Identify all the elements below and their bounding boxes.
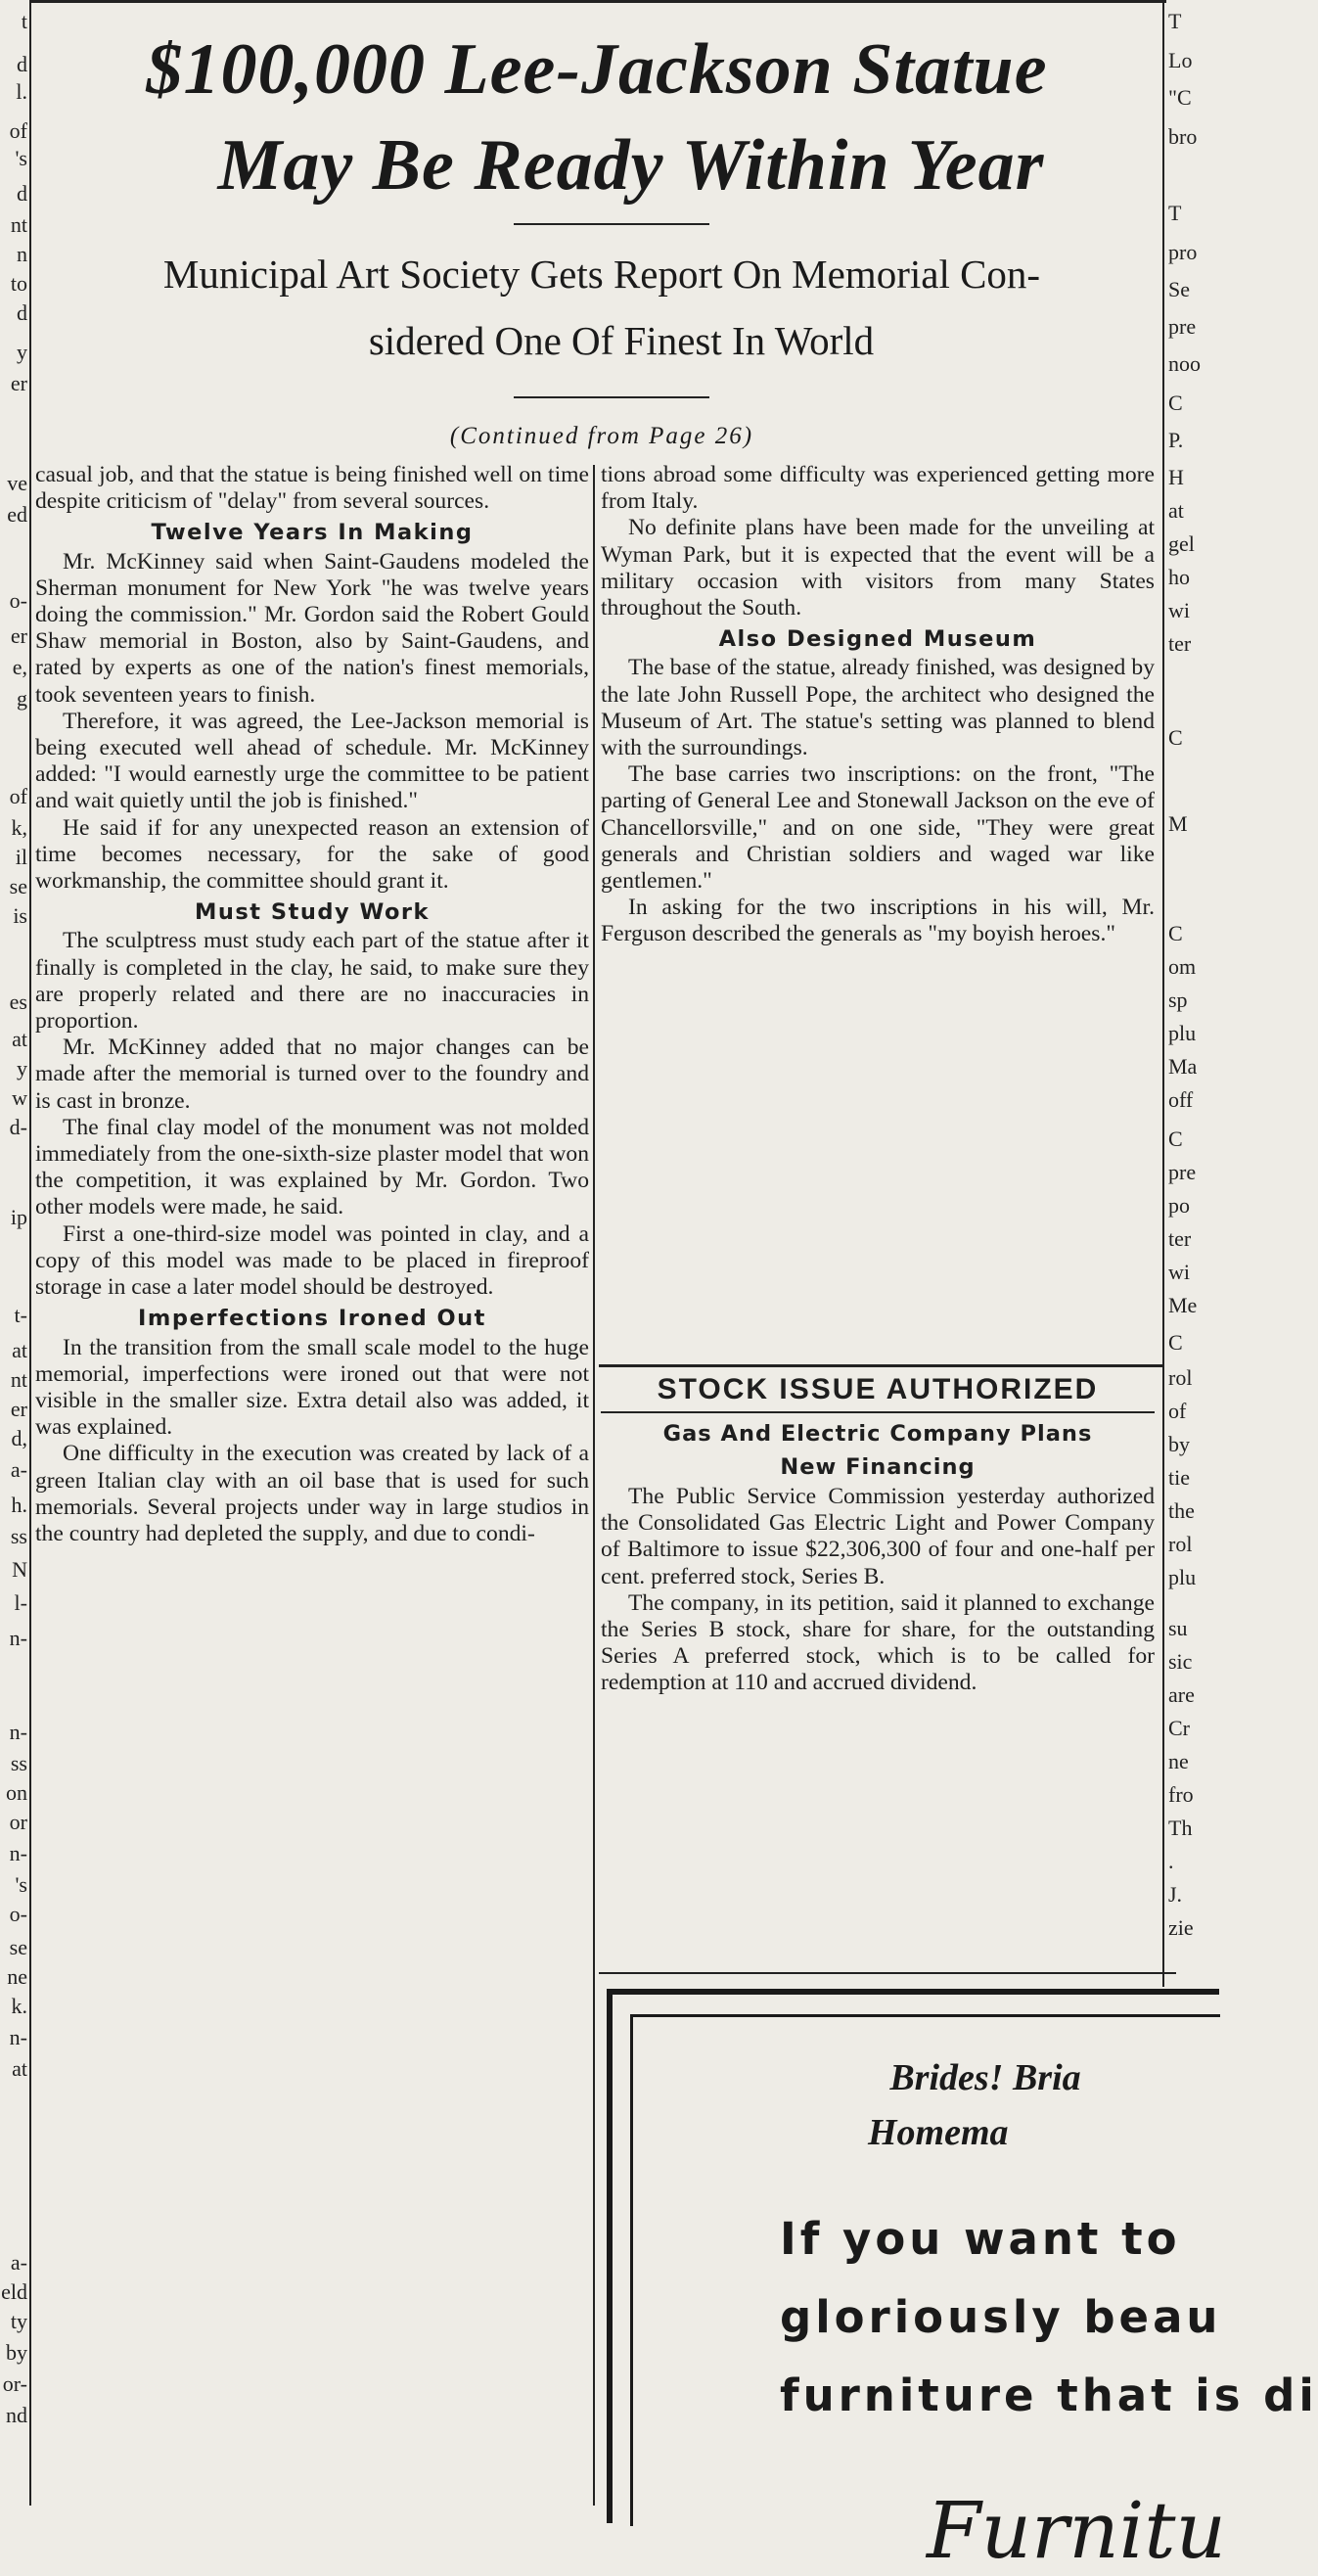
- ad-big-line-2: gloriously beau: [780, 2291, 1222, 2343]
- margin-fragment: zie: [1168, 1915, 1194, 1940]
- margin-fragment: er: [10, 1397, 27, 1421]
- paragraph: casual job, and that the statue is being finished well on time despite criticism of "delay" from several sources.: [35, 462, 589, 515]
- left-column-rule: [29, 0, 31, 2506]
- margin-fragment: wi: [1168, 1260, 1190, 1284]
- margin-fragment: ho: [1168, 565, 1190, 589]
- stock-subheading-1: Gas And Electric Company Plans: [662, 1421, 1093, 1447]
- margin-fragment: C: [1168, 921, 1183, 945]
- margin-fragment: y: [17, 340, 27, 364]
- subheadline-line-2: sidered One Of Finest In World: [368, 318, 875, 363]
- subheading: Twelve Years In Making: [151, 520, 474, 546]
- margin-fragment: ss: [10, 1524, 27, 1548]
- margin-fragment: of: [9, 118, 27, 143]
- margin-fragment: nd: [6, 2403, 27, 2427]
- margin-fragment: l.: [16, 79, 27, 104]
- margin-fragment: M: [1168, 811, 1188, 836]
- margin-fragment: off: [1168, 1087, 1194, 1112]
- margin-fragment: ed: [7, 502, 27, 527]
- margin-fragment: Cr: [1168, 1716, 1190, 1740]
- margin-fragment: es: [9, 989, 27, 1014]
- margin-fragment: plu: [1168, 1021, 1197, 1045]
- margin-fragment: at: [1168, 498, 1184, 523]
- subheadline: [39, 241, 1164, 374]
- margin-fragment: d-: [9, 1115, 27, 1139]
- headline-line-2: May Be Ready Within Year: [217, 125, 1045, 206]
- margin-fragment: eld: [1, 2279, 27, 2304]
- margin-fragment: n-: [9, 1720, 27, 1744]
- margin-fragment: w: [12, 1085, 27, 1110]
- margin-fragment: e,: [12, 655, 27, 679]
- margin-fragment: a-: [10, 2250, 27, 2275]
- stock-headline: STOCK ISSUE AUTHORIZED: [657, 1373, 1099, 1405]
- margin-fragment: t: [21, 9, 27, 33]
- subheadline-line-1: Municipal Art Society Gets Report On Memorial Con-: [162, 252, 1041, 297]
- margin-fragment: P.: [1168, 428, 1184, 452]
- margin-fragment: "C: [1168, 85, 1192, 110]
- margin-fragment: h.: [11, 1493, 27, 1517]
- stock-top-rule: [599, 1364, 1162, 1367]
- margin-fragment: Lo: [1168, 48, 1193, 72]
- margin-fragment: H: [1168, 465, 1184, 489]
- headline-line-1: $100,000 Lee-Jackson Statue: [146, 29, 1048, 110]
- margin-fragment: ter: [1168, 631, 1192, 656]
- margin-fragment: 's: [15, 146, 27, 170]
- ad-script-line: Furnitu: [927, 2485, 1227, 2576]
- paragraph: The Public Service Commission yesterday authorized the Consolidated Gas Electric Light and Power Company of Baltimore to issue $22,306,300 of four and one-half per cent. preferred stock, Series B.: [601, 1484, 1155, 1589]
- margin-fragment: ip: [10, 1205, 27, 1229]
- margin-fragment: t-: [14, 1303, 27, 1327]
- margin-fragment: fro: [1168, 1782, 1194, 1807]
- margin-fragment: om: [1168, 954, 1197, 979]
- margin-fragment: k.: [11, 1994, 27, 2018]
- margin-fragment: rol: [1168, 1532, 1193, 1556]
- margin-fragment: of: [9, 784, 27, 808]
- column-divider: [593, 465, 595, 2506]
- paragraph: In asking for the two inscriptions in his will, Mr. Ferguson described the generals as "my boyish heroes.": [601, 895, 1155, 947]
- margin-fragment: ne: [7, 1964, 27, 1989]
- paragraph: tions abroad some difficulty was experienced getting more from Italy.: [601, 462, 1155, 515]
- margin-fragment: .: [1168, 1849, 1174, 1873]
- margin-fragment: on: [6, 1780, 27, 1805]
- margin-fragment: Th: [1168, 1816, 1193, 1840]
- margin-fragment: or-: [2, 2371, 27, 2396]
- stock-divider: [601, 1411, 1155, 1413]
- ad-big-line-1: If you want to: [780, 2213, 1181, 2265]
- margin-fragment: er: [10, 371, 27, 395]
- margin-fragment: d: [17, 52, 27, 76]
- margin-fragment: Ma: [1168, 1054, 1198, 1079]
- margin-fragment: pre: [1168, 314, 1197, 339]
- subheading: Must Study Work: [194, 899, 430, 926]
- margin-fragment: ter: [1168, 1226, 1192, 1251]
- margin-fragment: to: [10, 271, 27, 296]
- paragraph: He said if for any unexpected reason an extension of time becomes necessary, for the sake of good workmanship, the committee should grant it.: [35, 814, 589, 895]
- margin-fragment: gel: [1168, 531, 1195, 556]
- margin-fragment: se: [9, 874, 27, 898]
- margin-fragment: nt: [10, 212, 27, 237]
- ad-line-2: Homema: [868, 2112, 1009, 2153]
- margin-fragment: plu: [1168, 1565, 1197, 1589]
- margin-fragment: sic: [1168, 1649, 1193, 1674]
- right-column-rule: [1162, 0, 1164, 1987]
- subheading: Imperfections Ironed Out: [138, 1306, 486, 1332]
- ad-inner-frame: [630, 2014, 1318, 2576]
- margin-fragment: C: [1168, 1330, 1183, 1355]
- margin-fragment: Se: [1168, 277, 1190, 301]
- margin-fragment: d: [17, 300, 27, 325]
- paragraph: No definite plans have been made for the unveiling at Wyman Park, but it is expected that the event will be a military occasion with visitors from many States throughout the South.: [601, 515, 1155, 621]
- margin-fragment: N: [12, 1557, 27, 1582]
- paragraph: The base carries two inscriptions: on the front, "The parting of General Lee and Stonewall Jackson on the eve of Chancellorsville," and on one side, "They were great generals and Christian soldiers and waged war like gentlemen.": [601, 761, 1155, 895]
- margin-fragment: d,: [11, 1426, 27, 1450]
- paragraph: One difficulty in the execution was created by lack of a green Italian clay with an oil base that is used for such memorials. Several projects under way in large studios in the country had depleted the supply, and due to condi-: [35, 1441, 589, 1546]
- margin-fragment: C: [1168, 391, 1183, 415]
- stock-article: [601, 1370, 1155, 1697]
- margin-fragment: n-: [9, 1841, 27, 1865]
- margin-fragment: a-: [10, 1457, 27, 1482]
- margin-fragment: sp: [1168, 988, 1188, 1012]
- paragraph: The base of the statue, already finished, was designed by the late John Russell Pope, the architect who designed the Museum of Art. The statue's setting was planned to blend with the surroundings.: [601, 655, 1155, 761]
- margin-fragment: n-: [9, 2025, 27, 2049]
- margin-fragment: bro: [1168, 124, 1198, 149]
- margin-fragment: g: [17, 686, 27, 711]
- subheading: Also Designed Museum: [718, 626, 1037, 653]
- ad-top-rule: [599, 1972, 1176, 1974]
- margin-fragment: er: [10, 623, 27, 648]
- margin-fragment: are: [1168, 1682, 1195, 1707]
- paragraph: First a one-third-size model was pointed in clay, and a copy of this model was made to be placed in fireproof storage in case a later model should be destroyed.: [35, 1220, 589, 1301]
- margin-fragment: J.: [1168, 1882, 1183, 1907]
- margin-fragment: il: [15, 845, 27, 869]
- margin-fragment: of: [1168, 1399, 1187, 1423]
- headline-divider: [514, 223, 709, 225]
- margin-fragment: is: [13, 903, 27, 928]
- margin-fragment: po: [1168, 1193, 1190, 1218]
- margin-fragment: by: [1168, 1432, 1190, 1456]
- paragraph: Therefore, it was agreed, the Lee-Jackson memorial is being executed well ahead of schedule. Mr. McKinney added: "I would earnestly urge the committee to be patient and wait quietly until the job is finished.": [35, 708, 589, 814]
- margin-fragment: or: [9, 1810, 27, 1834]
- margin-fragment: pre: [1168, 1160, 1197, 1184]
- headline: [29, 22, 1164, 213]
- paragraph: Mr. McKinney said when Saint-Gaudens modeled the Sherman monument for New York "he was twelve years doing the commission." Mr. Gordon said the Robert Gould Shaw memorial in Boston, also by Saint-Gaudens, and rated by experts as one of the nation's finest memorials, took seventeen years to finish.: [35, 548, 589, 708]
- margin-fragment: se: [9, 1935, 27, 1959]
- margin-fragment: n: [17, 242, 27, 266]
- margin-fragment: k,: [11, 815, 27, 840]
- margin-fragment: ve: [7, 471, 27, 495]
- ad-line-1: Brides! Bria: [889, 2057, 1081, 2098]
- margin-fragment: l-: [14, 1590, 27, 1615]
- top-rule: [31, 0, 1166, 3]
- margin-fragment: at: [12, 1027, 27, 1051]
- paragraph: The sculptress must study each part of the statue after it finally is completed in the clay, he said, to make sure they are properly related and there are no inaccuracies in proportion.: [35, 928, 589, 1035]
- stock-subheading-2: New Financing: [780, 1454, 976, 1480]
- column-2: [601, 462, 1155, 948]
- margin-fragment: ne: [1168, 1749, 1189, 1773]
- continued-line: (Continued from Page 26): [449, 423, 754, 449]
- margin-fragment: su: [1168, 1616, 1188, 1640]
- margin-fragment: n-: [9, 1626, 27, 1650]
- margin-fragment: T: [1168, 201, 1182, 225]
- margin-fragment: d: [17, 181, 27, 206]
- paragraph: The final clay model of the monument was not molded immediately from the one-sixth-size plaster model that won the competition, it was explained by Mr. Gordon. Two other models were made, he said.: [35, 1114, 589, 1220]
- margin-fragment: 's: [15, 1872, 27, 1897]
- margin-fragment: noo: [1168, 351, 1201, 376]
- margin-fragment: by: [6, 2340, 27, 2365]
- margin-fragment: y: [17, 1056, 27, 1081]
- margin-fragment: C: [1168, 1127, 1183, 1151]
- margin-fragment: at: [12, 1338, 27, 1362]
- ad-big-line-3: furniture that is di: [780, 2369, 1318, 2421]
- margin-fragment: C: [1168, 725, 1183, 750]
- margin-fragment: wi: [1168, 598, 1190, 622]
- margin-fragment: pro: [1168, 240, 1198, 264]
- margin-fragment: o-: [9, 588, 27, 613]
- margin-fragment: T: [1168, 9, 1182, 33]
- margin-fragment: Me: [1168, 1293, 1198, 1317]
- margin-fragment: tie: [1168, 1465, 1190, 1490]
- margin-fragment: the: [1168, 1498, 1195, 1523]
- paragraph: In the transition from the small scale model to the huge memorial, imperfections were ironed out that were not visible in the smaller size. Extra detail also was added, it was explained.: [35, 1334, 589, 1441]
- margin-fragment: o-: [9, 1902, 27, 1926]
- margin-fragment: rol: [1168, 1365, 1193, 1390]
- subheadline-divider: [514, 396, 709, 398]
- column-1: [35, 462, 589, 1547]
- margin-fragment: nt: [10, 1367, 27, 1392]
- paragraph: The company, in its petition, said it planned to exchange the Series B stock, share for share, for the outstanding Series A preferred stock, which is to be called for redemption at 110 and accrued dividend.: [601, 1589, 1155, 1696]
- margin-fragment: ty: [10, 2309, 27, 2333]
- paragraph: Mr. McKinney added that no major changes can be made after the memorial is turned over to the foundry and is cast in bronze.: [35, 1035, 589, 1114]
- margin-fragment: ss: [10, 1751, 27, 1775]
- furniture-advertisement: [607, 1989, 1318, 2576]
- margin-fragment: at: [12, 2056, 27, 2081]
